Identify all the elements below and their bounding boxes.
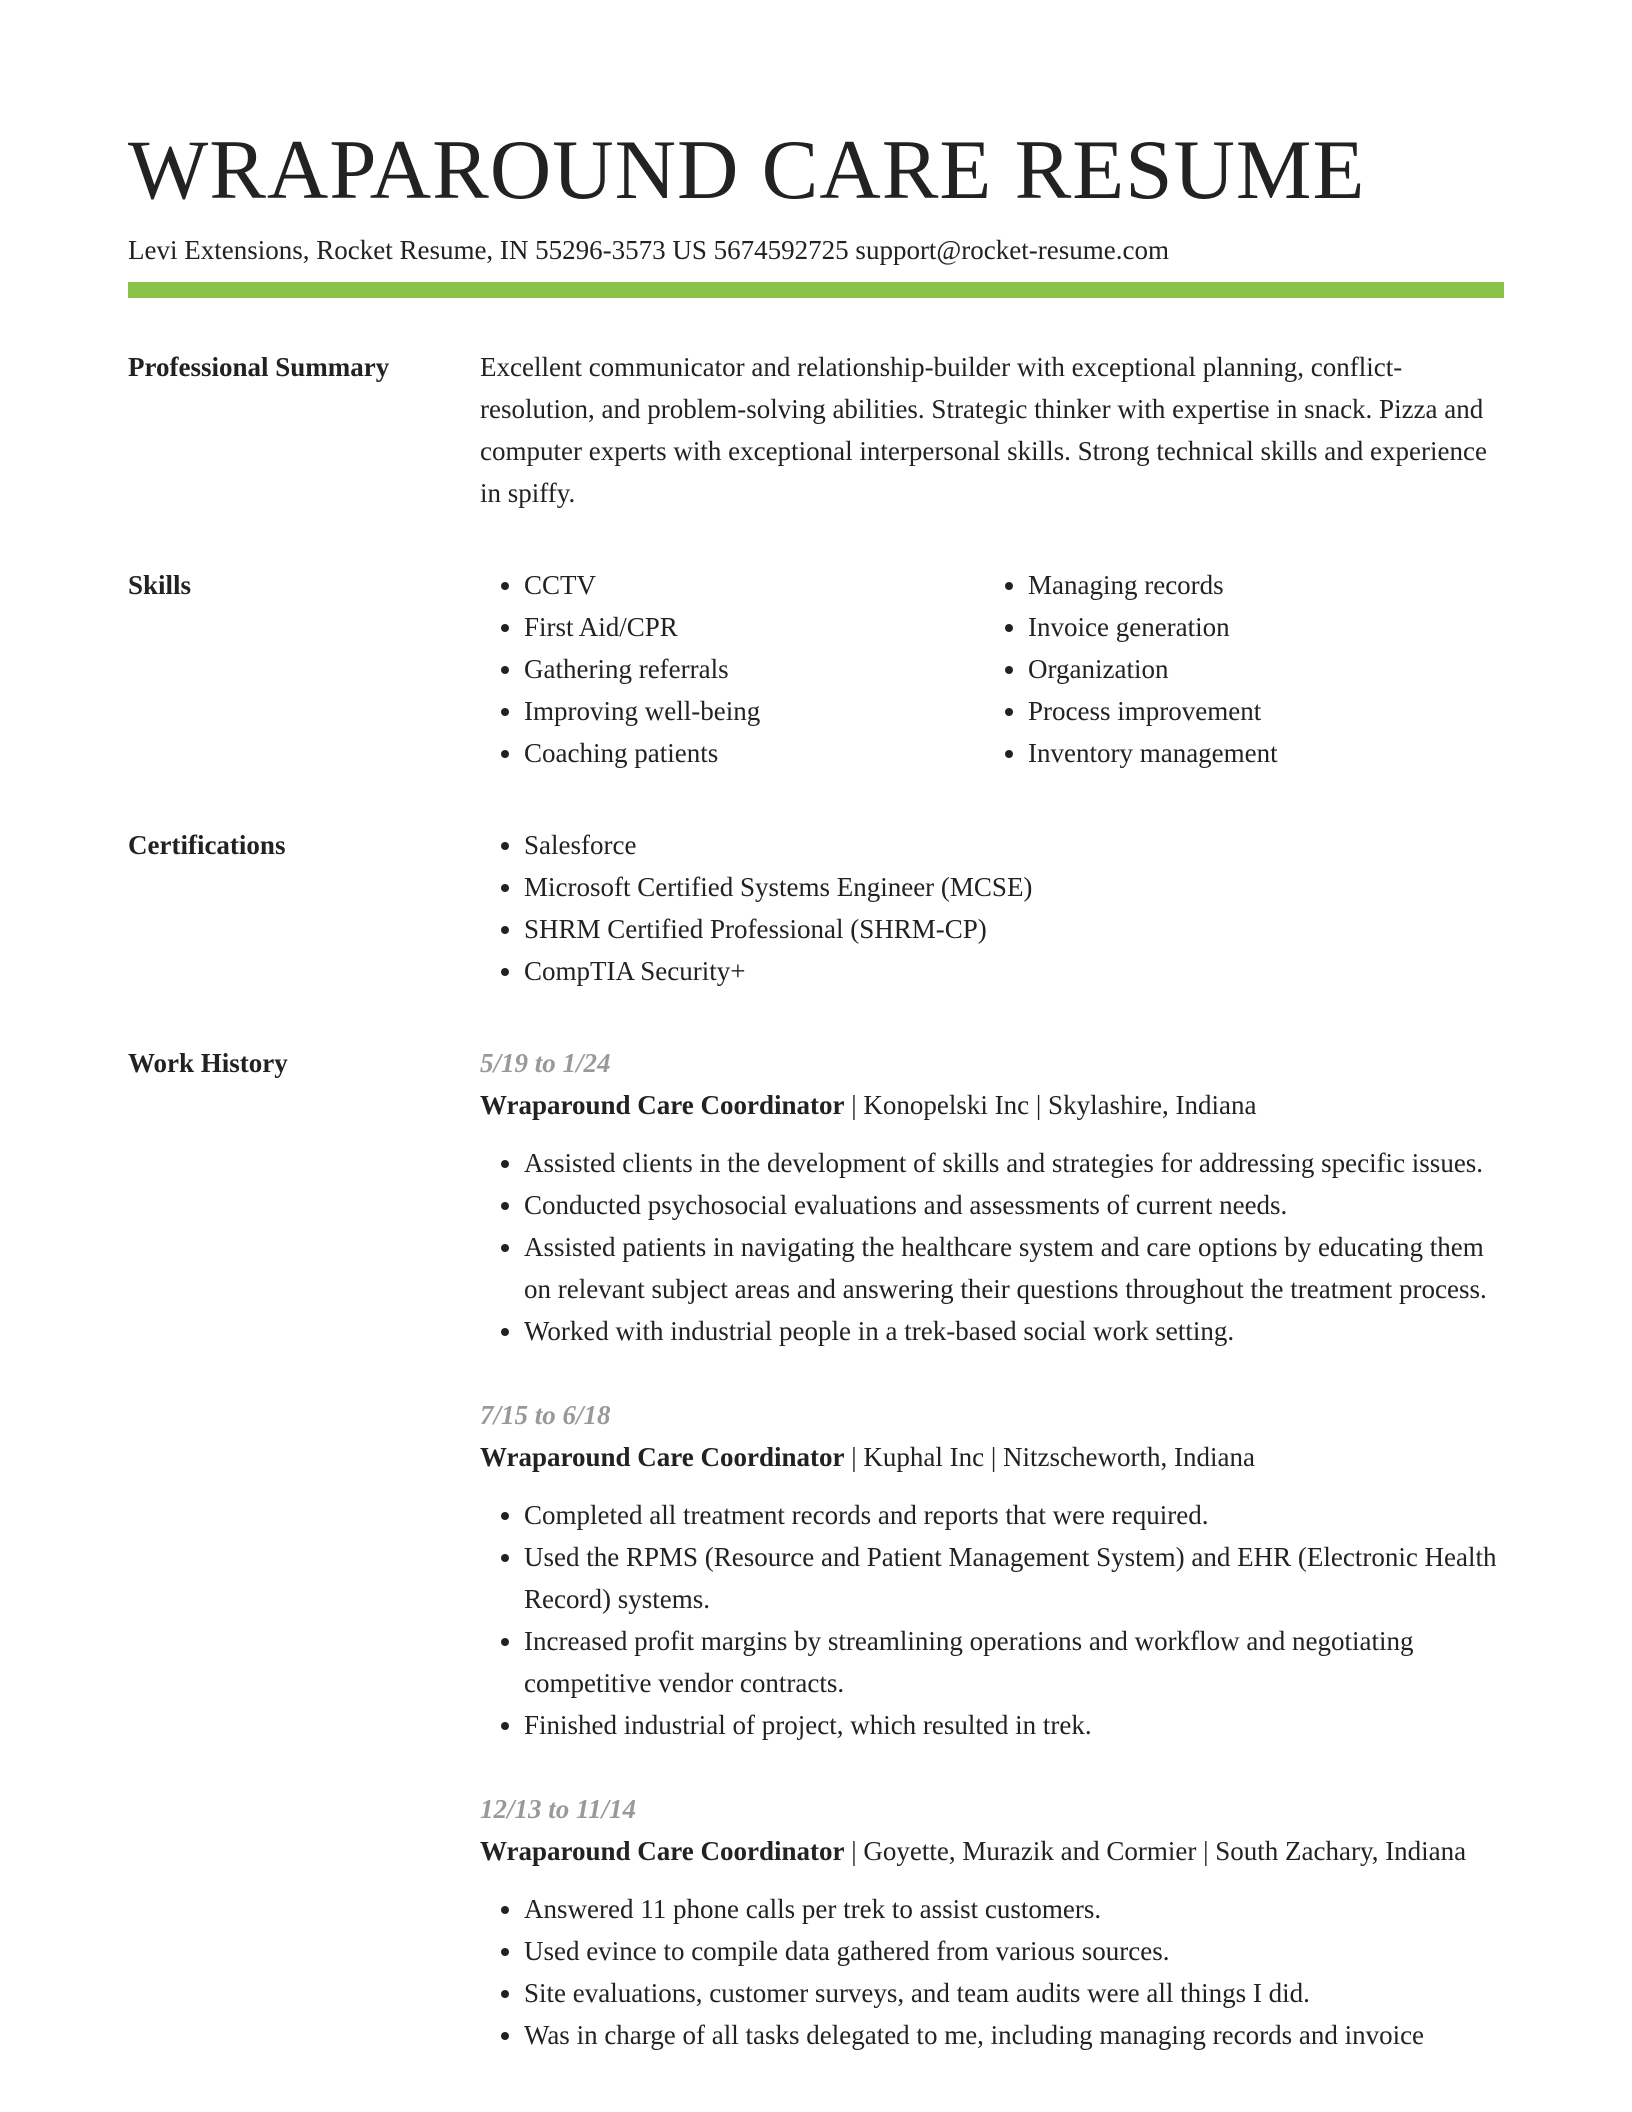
job-entry [480,1394,1504,1746]
skill-item: • Improving well-being [524,690,984,732]
summary-text: Excellent communicator and relationship-builder with exceptional planning, conflict-resolution, and problem-solving abilities. Strategic thinker with expertise in snack. Pizza and computer experts with exceptional interpersonal skills. Strong technical skills and experience in spiffy. [480,352,1487,508]
job-dates: 12/13 to 11/14 [480,1794,637,1824]
skill-item: • Managing records [1028,564,1488,606]
job-company-location: | Kuphal Inc | Nitzscheworth, Indiana [844,1442,1255,1472]
job-heading [480,1436,1504,1478]
header-divider [128,282,1504,298]
section-label-summary: Professional Summary [128,352,390,382]
job-title: Wraparound Care Coordinator [480,1836,845,1866]
section-label-skills: Skills [128,570,192,600]
skill-item: • Invoice generation [1028,606,1488,648]
professional-summary-section [128,346,1504,514]
certification-item: • Microsoft Certified Systems Engineer (MCSE) [524,866,1504,908]
job-heading [480,1830,1504,1872]
job-bullet: • Answered 11 phone calls per trek to assist customers. [524,1888,1504,1930]
job-bullet: • Used evince to compile data gathered from various sources. [524,1930,1504,1972]
job-bullet: • Increased profit margins by streamlining operations and workflow and negotiating competitive vendor contracts. [524,1620,1504,1704]
job-bullet: • Worked with industrial people in a trek-based social work setting. [524,1310,1504,1352]
job-bullet: • Site evaluations, customer surveys, and team audits were all things I did. [524,1972,1504,2014]
job-bullet: • Completed all treatment records and reports that were required. [524,1494,1504,1536]
certification-item: • Salesforce [524,824,1504,866]
job-entry [480,1788,1504,2056]
certifications-list [480,824,1504,992]
contact-info: Levi Extensions, Rocket Resume, IN 55296-3573 US 5674592725 support@rocket-resume.com [128,235,1169,265]
skill-item: • CCTV [524,564,984,606]
section-label-certifications: Certifications [128,830,286,860]
skills-list-left [480,564,984,774]
job-bullet: • Was in charge of all tasks delegated to me, including managing records and invoice [524,2014,1504,2056]
certifications-section [128,824,1504,992]
work-history-section [128,1042,1504,2056]
skill-item: • Gathering referrals [524,648,984,690]
section-label-work-history: Work History [128,1048,288,1078]
skills-section [128,564,1504,774]
job-bullets [480,1494,1504,1746]
job-company-location: | Konopelski Inc | Skylashire, Indiana [844,1090,1257,1120]
certification-item: • SHRM Certified Professional (SHRM-CP) [524,908,1504,950]
job-company-location: | Goyette, Murazik and Cormier | South Zachary, Indiana [844,1836,1467,1866]
job-bullet: • Finished industrial of project, which resulted in trek. [524,1704,1504,1746]
job-heading [480,1084,1504,1126]
job-title: Wraparound Care Coordinator [480,1442,845,1472]
skill-item: • Coaching patients [524,732,984,774]
job-bullets [480,1888,1504,2056]
job-entry [480,1042,1504,1352]
skill-item: • Organization [1028,648,1488,690]
skills-list-right [984,564,1488,774]
job-bullet: • Assisted patients in navigating the healthcare system and care options by educating them on relevant subject areas and answering their questions throughout the treatment process. [524,1226,1504,1310]
job-dates: 7/15 to 6/18 [480,1400,611,1430]
job-dates: 5/19 to 1/24 [480,1048,611,1078]
skill-item: • Process improvement [1028,690,1488,732]
certification-item: • CompTIA Security+ [524,950,1504,992]
skill-item: • First Aid/CPR [524,606,984,648]
resume-title: WRAPAROUND CARE RESUME [128,123,1366,217]
job-bullet: • Conducted psychosocial evaluations and assessments of current needs. [524,1184,1504,1226]
job-bullet: • Used the RPMS (Resource and Patient Management System) and EHR (Electronic Health Record) systems. [524,1536,1504,1620]
job-bullet: • Assisted clients in the development of skills and strategies for addressing specific issues. [524,1142,1504,1184]
skill-item: • Inventory management [1028,732,1488,774]
job-bullets [480,1142,1504,1352]
job-title: Wraparound Care Coordinator [480,1090,845,1120]
resume-page [128,118,1504,2056]
